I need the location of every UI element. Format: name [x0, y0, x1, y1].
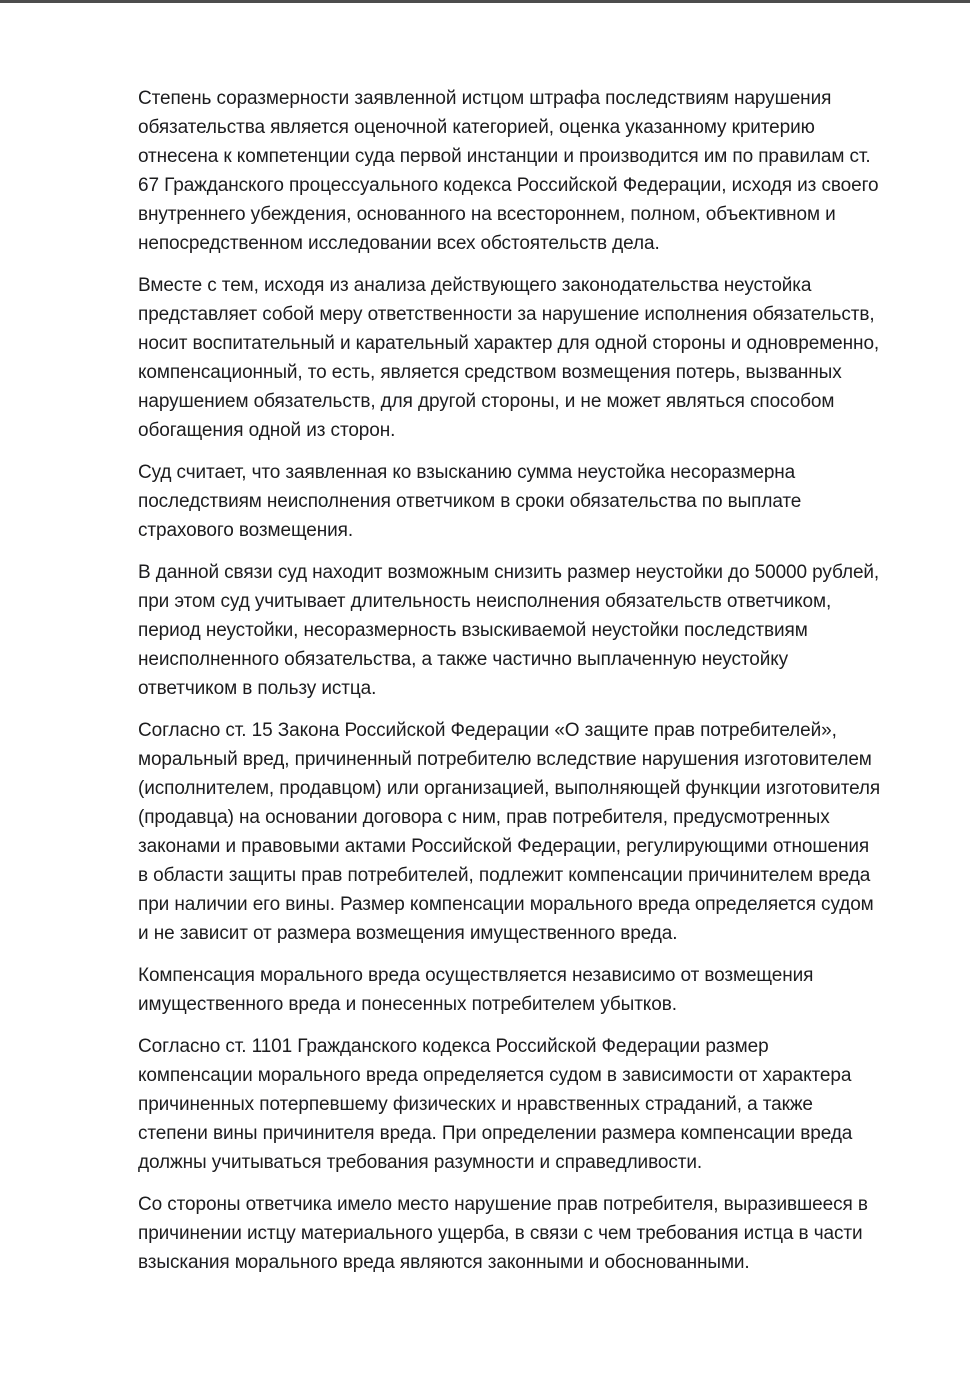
paragraph: Суд считает, что заявленная ко взысканию сумма неустойка несоразмерна последствиям неисполнения ответчиком в сроки обязательства по выплате страхового возмещения. — [138, 462, 802, 541]
paragraph: В данной связи суд находит возможным снизить размер неустойки до 50000 рублей, при этом суд учитывает длительность неисполнения обязательств ответчиком, период неустойки, несоразмерность взыскиваемой неустойки последствиям неисполненного обязательства, а также частично выплаченную неустойку ответчиком в пользу истца. — [138, 562, 880, 699]
paragraph: Степень соразмерности заявленной истцом штрафа последствиям нарушения обязательства является оценочной категорией, оценка указанному критерию отнесена к компетенции суда первой инстанции и производится им по правилам ст. 67 Гражданского процессуального кодекса Российской Федерации, исходя из своего внутреннего убеждения, основанного на всестороннем, полном, объективном и непосредственном исследовании всех обстоятельств дела. — [138, 88, 879, 254]
paragraph: Компенсация морального вреда осуществляется независимо от возмещения имущественного вреда и понесенных потребителем убытков. — [138, 965, 814, 1015]
paragraph: Согласно ст. 15 Закона Российской Федерации «О защите прав потребителей», моральный вред, причиненный потребителю вследствие нарушения изготовителем (исполнителем, продавцом) или организацией, выполняющей функции изготовителя (продавца) на основании договора с ним, прав потребителя, предусмотренных законами и правовыми актами Российской Федерации, регулирующими отношения в области защиты прав потребителей, подлежит компенсации причинителем вреда при наличии его вины. Размер компенсации морального вреда определяется судом и не зависит от размера возмещения имущественного вреда. — [138, 720, 881, 944]
document-content — [138, 84, 884, 1290]
paragraph: Вместе с тем, исходя из анализа действующего законодательства неустойка представляет собой меру ответственности за нарушение исполнения обязательств, носит воспитательный и карательный характер для одной стороны и одновременно, компенсационный, то есть, является средством возмещения потерь, вызванных нарушением обязательств, для другой стороны, и не может являться способом обогащения одной из сторон. — [138, 275, 880, 441]
window-top-border — [0, 0, 970, 3]
paragraph: Согласно ст. 1101 Гражданского кодекса Российской Федерации размер компенсации морального вреда определяется судом в зависимости от характера причиненных потерпевшему физических и нравственных страданий, а также степени вины причинителя вреда. При определении размера компенсации вреда должны учитываться требования разумности и справедливости. — [138, 1036, 853, 1173]
paragraph: Со стороны ответчика имело место нарушение прав потребителя, выразившееся в причинении истцу материального ущерба, в связи с чем требования истца в части взыскания морального вреда являются законными и обоснованными. — [138, 1194, 868, 1273]
